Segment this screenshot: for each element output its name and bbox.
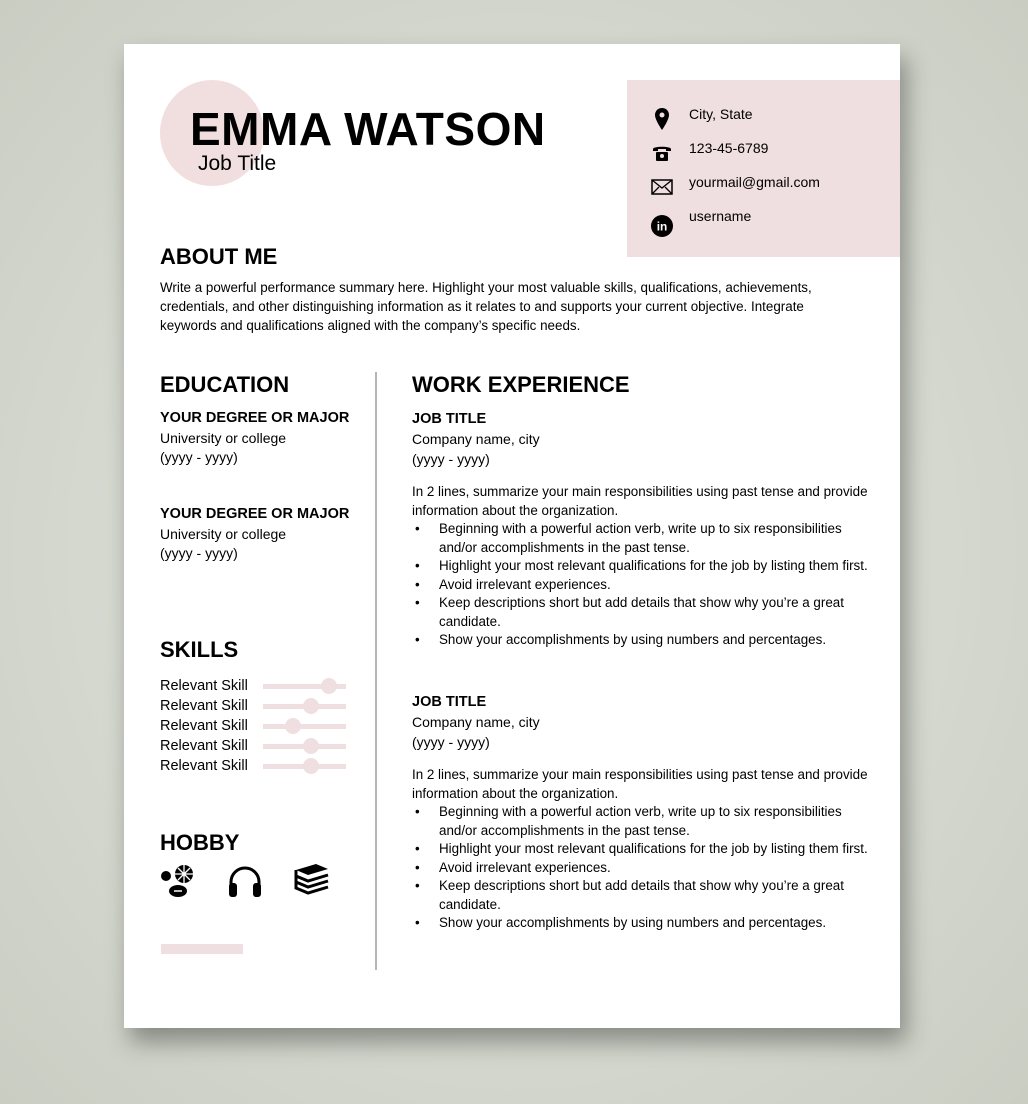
hobby-heading: HOBBY bbox=[160, 830, 240, 855]
job-title: Job Title bbox=[198, 152, 277, 175]
column-divider bbox=[375, 372, 377, 970]
responsibility-item: • Highlight your most relevant qualifications for the job by listing them first. bbox=[412, 840, 872, 859]
skill-label: Relevant Skill bbox=[160, 758, 248, 774]
skill-label: Relevant Skill bbox=[160, 698, 248, 714]
skill-level-knob bbox=[303, 758, 319, 774]
location-pin-icon bbox=[651, 108, 673, 130]
skill-level-knob bbox=[285, 718, 301, 734]
about-text: Write a powerful performance summary here. Highlight your most valuable skills, qualifications, achievements, credentials, and other distinguishing information as it relates to and supports your current objective. Integrate keywords and qualifications aligned with the company’s specific needs. bbox=[160, 280, 812, 333]
envelope-icon bbox=[651, 176, 673, 198]
skill-label: Relevant Skill bbox=[160, 678, 248, 694]
education-item bbox=[160, 505, 360, 564]
school: University or college bbox=[160, 429, 287, 446]
job-entry-title: JOB TITLE bbox=[412, 411, 487, 427]
sports-balls-icon bbox=[160, 864, 196, 903]
skill-label: Relevant Skill bbox=[160, 718, 248, 734]
decorative-bar bbox=[161, 944, 243, 954]
skill-row bbox=[160, 756, 346, 776]
skill-level-slider bbox=[263, 724, 346, 729]
skill-level-knob bbox=[303, 698, 319, 714]
contact-phone: 123-45-6789 bbox=[651, 142, 768, 164]
education-item bbox=[160, 409, 360, 468]
skill-row bbox=[160, 676, 346, 696]
responsibility-item: • Show your accomplishments by using numbers and percentages. bbox=[412, 914, 872, 933]
skill-row bbox=[160, 716, 346, 736]
contact-linkedin[interactable]: in username bbox=[651, 210, 751, 232]
skill-label: Relevant Skill bbox=[160, 738, 248, 754]
dates: (yyyy - yyyy) bbox=[160, 545, 238, 561]
skills-list bbox=[160, 676, 346, 776]
responsibility-item: • Keep descriptions short but add details that show why you’re a great candidate. bbox=[412, 877, 872, 914]
work-heading: WORK EXPERIENCE bbox=[412, 372, 630, 397]
job-entry-title: JOB TITLE bbox=[412, 694, 487, 710]
responsibility-list bbox=[412, 520, 872, 650]
responsibility-item: • Show your accomplishments by using numbers and percentages. bbox=[412, 631, 872, 650]
responsibility-item: • Avoid irrelevant experiences. bbox=[412, 576, 872, 595]
responsibility-item: • Avoid irrelevant experiences. bbox=[412, 859, 872, 878]
degree: YOUR DEGREE OR MAJOR bbox=[160, 410, 350, 426]
dates: (yyyy - yyyy) bbox=[412, 734, 490, 750]
about-heading: ABOUT ME bbox=[160, 244, 278, 269]
skill-level-slider bbox=[263, 684, 346, 689]
linkedin-icon bbox=[651, 210, 673, 232]
books-icon bbox=[292, 862, 330, 901]
responsibility-list bbox=[412, 803, 872, 933]
company: Company name, city bbox=[412, 431, 540, 447]
company: Company name, city bbox=[412, 714, 540, 730]
skill-level-knob bbox=[321, 678, 337, 694]
education-heading: EDUCATION bbox=[160, 372, 290, 397]
skill-row bbox=[160, 736, 346, 756]
svg-text:in: in bbox=[656, 219, 668, 234]
job-summary: In 2 lines, summarize your main responsibilities using past tense and provide information about the organization. bbox=[412, 484, 868, 518]
responsibility-item: • Beginning with a powerful action verb, write up to six responsibilities and/or accomplishments in the past tense. bbox=[412, 520, 872, 557]
job-entry bbox=[412, 692, 872, 933]
skill-row bbox=[160, 696, 346, 716]
skill-level-slider bbox=[263, 704, 346, 709]
school: University or college bbox=[160, 525, 287, 542]
resume-page bbox=[124, 44, 900, 1028]
responsibility-item: • Keep descriptions short but add details that show why you’re a great candidate. bbox=[412, 594, 872, 631]
responsibility-item: • Beginning with a powerful action verb, write up to six responsibilities and/or accomplishments in the past tense. bbox=[412, 803, 872, 840]
responsibility-item: • Highlight your most relevant qualifications for the job by listing them first. bbox=[412, 557, 872, 576]
skill-level-slider bbox=[263, 744, 346, 749]
phone-icon bbox=[651, 142, 673, 164]
candidate-name: EMMA WATSON bbox=[190, 103, 546, 155]
contact-email[interactable]: yourmail@gmail.com bbox=[651, 176, 820, 198]
contact-location: City, State bbox=[651, 108, 753, 130]
job-summary: In 2 lines, summarize your main responsibilities using past tense and provide information about the organization. bbox=[412, 767, 868, 801]
degree: YOUR DEGREE OR MAJOR bbox=[160, 506, 350, 522]
headphones-icon bbox=[227, 864, 263, 903]
dates: (yyyy - yyyy) bbox=[160, 449, 238, 465]
skills-heading: SKILLS bbox=[160, 637, 239, 662]
job-entry bbox=[412, 409, 872, 650]
skill-level-slider bbox=[263, 764, 346, 769]
contact-box bbox=[627, 80, 900, 257]
skill-level-knob bbox=[303, 738, 319, 754]
dates: (yyyy - yyyy) bbox=[412, 451, 490, 467]
